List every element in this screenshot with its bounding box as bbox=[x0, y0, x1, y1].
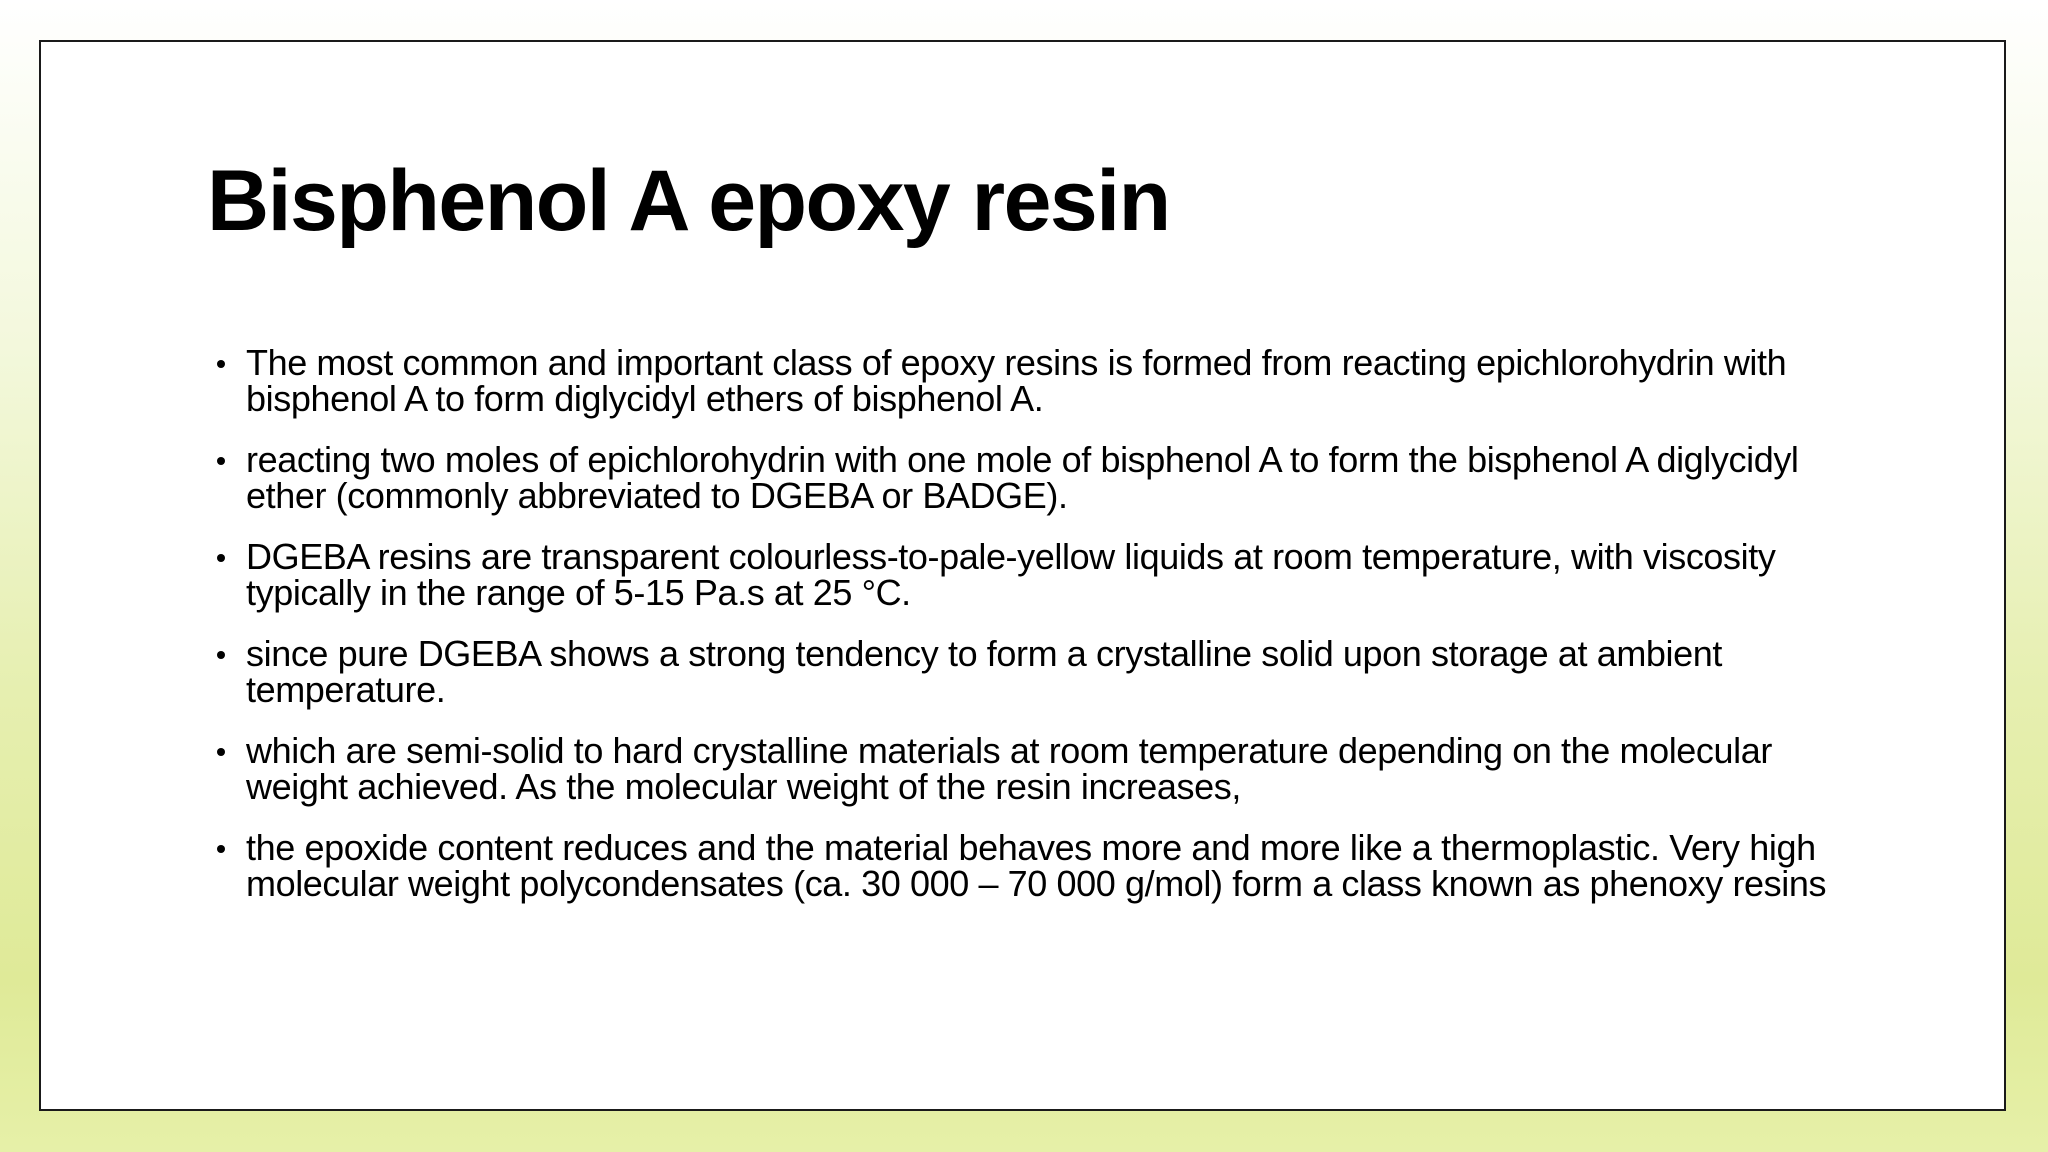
bullet-list bbox=[207, 342, 1847, 927]
slide-title: Bisphenol A epoxy resin bbox=[207, 153, 1170, 249]
bullet-text: since pure DGEBA shows a strong tendency to form a crystalline solid upon storage at ambient temperature. bbox=[246, 633, 1722, 710]
bullet-item bbox=[207, 633, 1847, 710]
bullet-text: reacting two moles of epichlorohydrin with one mole of bisphenol A to form the bisphenol A diglycidyl ether (commonly abbreviated to DGEBA or BADGE). bbox=[246, 439, 1799, 516]
bullet-dot-icon bbox=[217, 845, 225, 853]
bullet-item bbox=[207, 730, 1847, 807]
bullet-dot-icon bbox=[217, 457, 225, 465]
bullet-text: The most common and important class of epoxy resins is formed from reacting epichlorohydrin with bisphenol A to form diglycidyl ethers of bisphenol A. bbox=[246, 342, 1787, 419]
bullet-item bbox=[207, 536, 1847, 613]
bullet-text: the epoxide content reduces and the material behaves more and more like a thermoplastic. Very high molecular weight polycondensates (ca. 30 000 – 70 000 g/mol) form a class known as phenoxy resins bbox=[246, 827, 1827, 904]
bullet-item bbox=[207, 827, 1847, 904]
bullet-dot-icon bbox=[217, 360, 225, 368]
bullet-item bbox=[207, 342, 1847, 419]
bullet-dot-icon bbox=[217, 651, 225, 659]
bullet-text: DGEBA resins are transparent colourless-to-pale-yellow liquids at room temperature, with viscosity typically in the range of 5-15 Pa.s at 25 °C. bbox=[246, 536, 1776, 613]
bullet-dot-icon bbox=[217, 748, 225, 756]
bullet-item bbox=[207, 439, 1847, 516]
bullet-dot-icon bbox=[217, 554, 225, 562]
bullet-text: which are semi-solid to hard crystalline materials at room temperature depending on the molecular weight achieved. As the molecular weight of the resin increases, bbox=[246, 730, 1772, 807]
